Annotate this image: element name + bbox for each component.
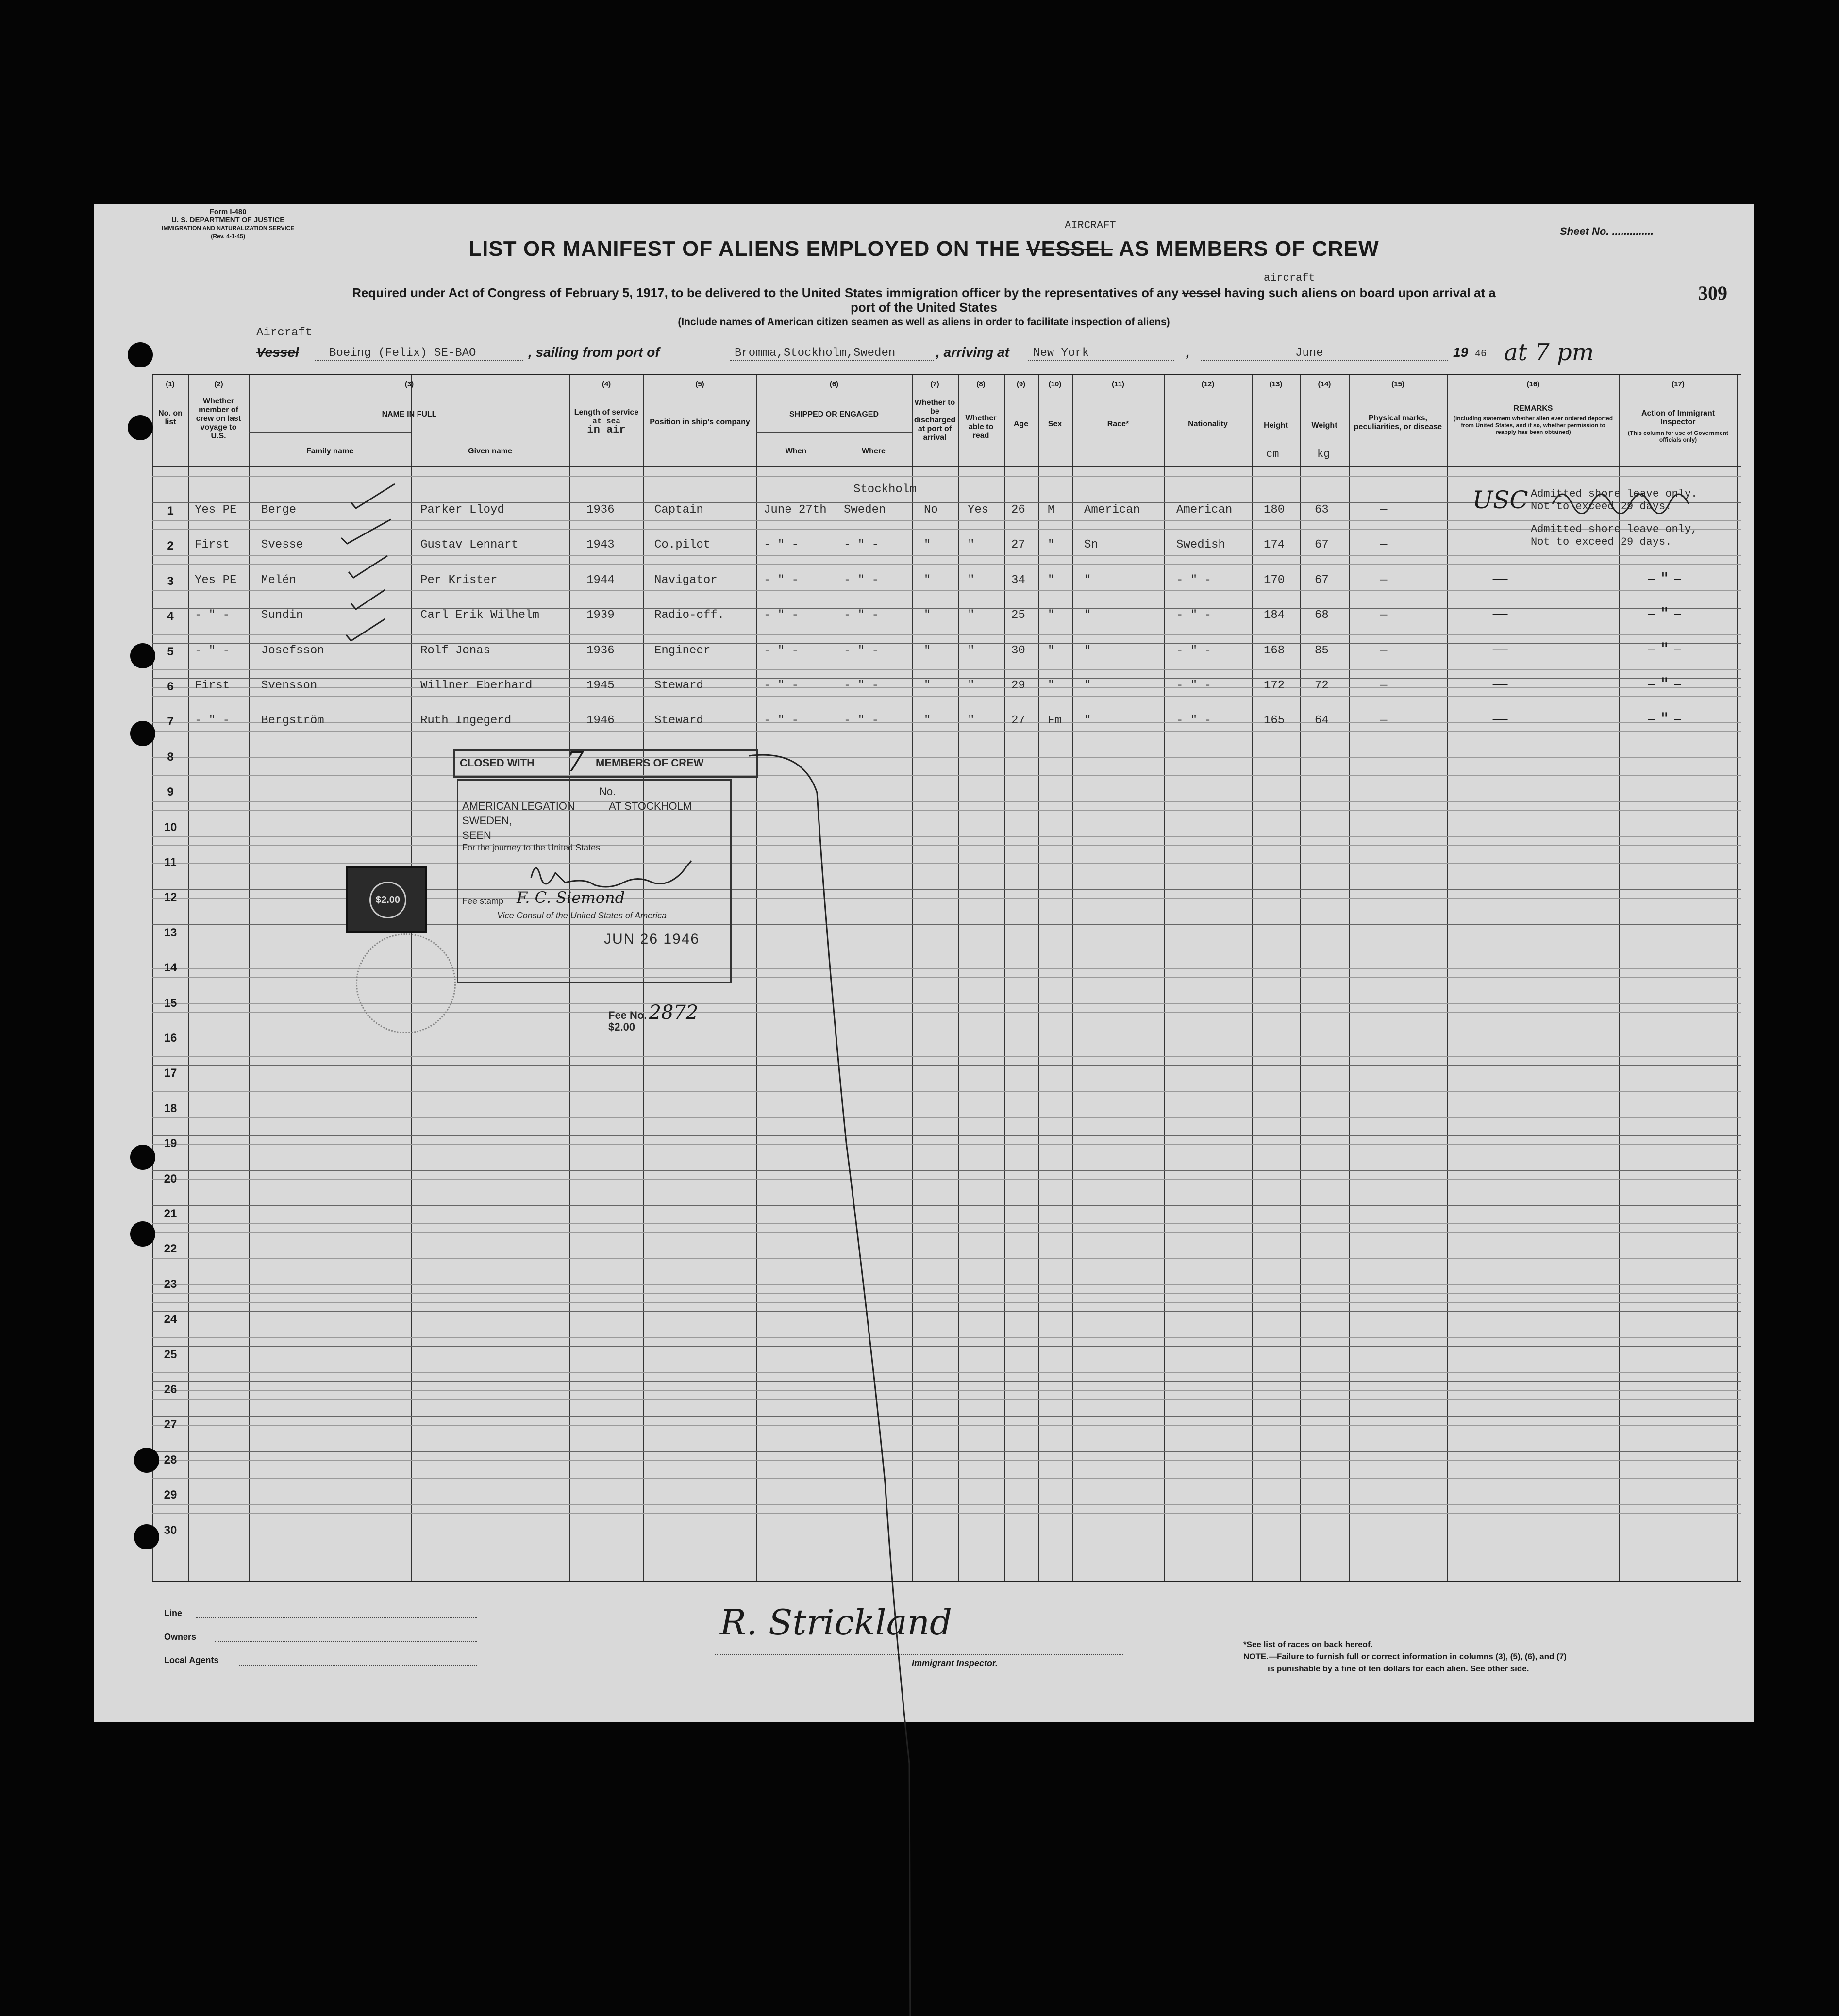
ruled-line	[152, 731, 1741, 732]
remarks-note: (Including statement whether alien ever ordered deported from United States, and if so, whether permission to reapply has been obtained)	[1453, 415, 1613, 435]
height-unit: cm	[1266, 448, 1279, 460]
row-number: 25	[164, 1348, 177, 1361]
crew-position: Steward	[654, 714, 703, 728]
row-number: 23	[164, 1277, 177, 1291]
sheet-stamp-number: 309	[1698, 282, 1727, 304]
ruled-line	[152, 669, 1741, 670]
crew-age: 26	[1011, 503, 1025, 516]
crew-action-ditto: – " –	[1647, 709, 1682, 729]
crew-shipped-when: - " -	[764, 644, 799, 657]
col-num-7: (7)	[930, 380, 939, 388]
crew-nationality: Swedish	[1176, 538, 1225, 552]
manifest-paper	[94, 204, 1754, 1722]
col-num-16: (16)	[1526, 380, 1540, 388]
col-header-when: When	[785, 447, 807, 455]
crew-member-status: Yes PE	[195, 503, 237, 516]
crew-sex: "	[1048, 679, 1055, 692]
crew-sex: "	[1048, 538, 1055, 552]
crew-nationality: - " -	[1176, 679, 1212, 692]
crew-action-ditto: – " –	[1647, 639, 1682, 659]
crew-shipped-when: - " -	[764, 573, 799, 587]
crew-sex: "	[1048, 644, 1055, 657]
binder-hole	[128, 342, 153, 367]
crew-given-name: Carl Erik Wilhelm	[420, 609, 539, 622]
crew-weight: 67	[1315, 538, 1329, 552]
crew-age: 25	[1011, 609, 1025, 622]
crew-length-service: 1939	[586, 609, 615, 622]
crew-shipped-when: - " -	[764, 714, 799, 728]
closed-stamp: CLOSED WITH 7 MEMBERS OF CREW	[453, 749, 758, 778]
crew-physical-marks: —	[1380, 644, 1388, 657]
row-number: 24	[164, 1313, 177, 1326]
crew-member-status: - " -	[195, 644, 230, 657]
crew-position: Radio-off.	[654, 609, 725, 622]
crew-position: Steward	[654, 679, 703, 692]
crew-action-ditto: – " –	[1647, 604, 1682, 624]
checkmarks	[152, 375, 492, 647]
col-num-6: (6)	[829, 380, 839, 388]
crew-able-to-read: "	[968, 573, 975, 587]
action-note: (This column for use of Government officials only)	[1628, 430, 1728, 443]
crew-remarks-dash: —	[1492, 674, 1508, 694]
row-number: 29	[164, 1488, 177, 1502]
row-number: 14	[164, 961, 177, 975]
crew-height: 180	[1264, 503, 1285, 516]
crew-remarks-dash: —	[1492, 709, 1508, 729]
col-header-family-name: Family name	[306, 447, 353, 455]
binder-hole	[134, 1448, 159, 1473]
crew-member-status: First	[195, 679, 230, 692]
crew-length-service: 1945	[586, 679, 615, 692]
crew-family-name: Svensson	[261, 679, 318, 692]
vessel-value: Boeing (Felix) SE-BAO	[329, 347, 476, 360]
page-title	[94, 237, 1754, 261]
remarks-row1: Admitted shore leave only. Not to exceed 29 days.	[1531, 488, 1698, 513]
col-header-remarks: REMARKS	[1513, 404, 1553, 413]
sailing-value: Bromma,Stockholm,Sweden	[735, 347, 896, 360]
row-number: 3	[167, 574, 174, 588]
crew-nationality: - " -	[1176, 609, 1212, 622]
crew-member-status: - " -	[195, 714, 230, 728]
row-number: 4	[167, 610, 174, 623]
crew-age: 30	[1011, 644, 1025, 657]
form-identification	[162, 208, 294, 241]
crew-family-name: Svesse	[261, 538, 303, 552]
crew-given-name: Parker Lloyd	[420, 503, 504, 516]
title-part1: LIST OR MANIFEST OF ALIENS EMPLOYED ON THE	[468, 237, 1020, 261]
crew-height: 174	[1264, 538, 1285, 552]
title-aircraft-correction: AIRCRAFT	[1065, 219, 1116, 232]
crew-family-name: Melén	[261, 573, 297, 587]
crew-weight: 68	[1315, 609, 1329, 622]
crew-table	[152, 374, 1741, 1582]
line-label: Line	[164, 1608, 183, 1618]
row-number: 1	[167, 504, 174, 517]
form-number: Form I-480	[209, 208, 247, 216]
col-num-9: (9)	[1016, 380, 1026, 388]
crew-discharged: No	[924, 503, 938, 516]
col-num-15: (15)	[1391, 380, 1404, 388]
footnote-races: *See list of races on back hereof.	[1243, 1640, 1373, 1649]
crew-length-service: 1936	[586, 503, 615, 516]
crew-discharged: "	[924, 573, 931, 587]
pen-line	[749, 754, 1040, 2016]
crew-position: Co.pilot	[654, 538, 711, 552]
remarks-row2: Admitted shore leave only, Not to exceed 29 days.	[1531, 523, 1698, 548]
seal-impression	[356, 933, 456, 1033]
crew-shipped-where: - " -	[844, 573, 879, 587]
crew-shipped-where-city: Stockholm	[853, 483, 917, 496]
crew-race: "	[1084, 714, 1091, 728]
service-name: IMMIGRATION AND NATURALIZATION SERVICE	[162, 225, 295, 232]
crew-physical-marks: —	[1380, 609, 1388, 622]
col-num-12: (12)	[1201, 380, 1215, 388]
crew-able-to-read: "	[968, 538, 975, 552]
row-number: 28	[164, 1453, 177, 1466]
crew-shipped-when: - " -	[764, 538, 799, 552]
crew-weight: 64	[1315, 714, 1329, 728]
crew-action-ditto: – " –	[1647, 568, 1682, 588]
col-header-discharged: Whether to be discharged at port of arrival	[914, 399, 956, 442]
crew-discharged: "	[924, 609, 931, 622]
crew-shipped-when: - " -	[764, 679, 799, 692]
revenue-stamp-circle: $2.00	[369, 882, 406, 918]
crew-race: Sn	[1084, 538, 1098, 552]
crew-given-name: Rolf Jonas	[420, 644, 491, 657]
row-number: 18	[164, 1101, 177, 1115]
crew-physical-marks: —	[1380, 714, 1388, 728]
crew-discharged: "	[924, 538, 931, 552]
col-num-3: (3)	[404, 380, 414, 388]
crew-given-name: Per Krister	[420, 573, 498, 587]
crew-family-name: Sundin	[261, 609, 303, 622]
crew-nationality: - " -	[1176, 714, 1212, 728]
col-header-where: Where	[862, 447, 886, 455]
crew-race: "	[1084, 609, 1091, 622]
inspector-label: Immigrant Inspector.	[912, 1658, 998, 1668]
row-number: 13	[164, 926, 177, 939]
crew-physical-marks: —	[1380, 538, 1388, 552]
crew-physical-marks: —	[1380, 503, 1388, 516]
row-number: 15	[164, 996, 177, 1010]
crew-age: 29	[1011, 679, 1025, 692]
crew-height: 184	[1264, 609, 1285, 622]
crew-given-name: Ruth Ingegerd	[420, 714, 512, 728]
row-number: 12	[164, 891, 177, 904]
crew-family-name: Bergström	[261, 714, 324, 728]
crew-weight: 67	[1315, 573, 1329, 587]
col-num-17: (17)	[1672, 380, 1685, 388]
ruled-line	[152, 696, 1741, 697]
crew-able-to-read: "	[968, 644, 975, 657]
row-number: 22	[164, 1242, 177, 1256]
year-prefix: 19	[1453, 345, 1469, 360]
col-header-given-name: Given name	[468, 447, 512, 455]
crew-length-service: 1943	[586, 538, 615, 552]
crew-member-status: - " -	[195, 609, 230, 622]
crew-race: American	[1084, 503, 1140, 516]
crew-discharged: "	[924, 714, 931, 728]
owners-label: Owners	[164, 1632, 197, 1642]
crew-able-to-read: "	[968, 609, 975, 622]
voyage-line: Vessel Boeing (Felix) SE-BAO , sailing from port of Bromma,Stockholm,Sweden , arriving at New York , June 19 46 at 7 pm	[256, 339, 1594, 366]
col-header-read: Whether able to read	[965, 414, 997, 440]
crew-discharged: "	[924, 644, 931, 657]
col-header-weight: Weight	[1311, 421, 1337, 430]
arriving-value: New York	[1033, 347, 1089, 360]
row-number: 16	[164, 1032, 177, 1045]
aircraft-over-vessel: Aircraft	[256, 326, 313, 339]
row-number: 21	[164, 1207, 177, 1220]
binder-hole	[128, 415, 153, 440]
col-header-race: Race*	[1107, 420, 1129, 428]
col-header-member: Whether member of crew on last voyage to U.S.	[196, 397, 241, 440]
crew-physical-marks: —	[1380, 573, 1388, 587]
inspector-signature: R. Strickland	[720, 1602, 953, 1643]
title-part2: AS MEMBERS OF CREW	[1119, 237, 1379, 261]
crew-height: 168	[1264, 644, 1285, 657]
legation-stamp: AMERICAN LEGATION No. AT STOCKHOLM SWEDEN, SEEN For the journey to the United States. Fee stamp F. C. Siemond Vice Consul of the United States of America JUN 26 1946	[457, 779, 732, 983]
col-header-shipped: SHIPPED OR ENGAGED	[789, 410, 879, 418]
row-number: 17	[164, 1066, 177, 1080]
row-number: 19	[164, 1137, 177, 1150]
binder-hole	[130, 1145, 155, 1170]
arrival-time-note: at 7 pm	[1504, 339, 1594, 366]
crew-shipped-when: - " -	[764, 609, 799, 622]
row-number: 5	[167, 645, 174, 658]
revenue-stamp	[346, 866, 427, 933]
title-struck-vessel: VESSEL	[1026, 237, 1113, 261]
crew-family-name: Berge	[261, 503, 297, 516]
subtitle-aircraft-correction: aircraft	[1264, 272, 1315, 284]
col-num-5: (5)	[695, 380, 704, 388]
crew-family-name: Josefsson	[261, 644, 324, 657]
col-num-11: (11)	[1112, 380, 1124, 388]
col-header-name: NAME IN FULL	[382, 410, 437, 418]
crew-position: Engineer	[654, 644, 711, 657]
col-num-8: (8)	[976, 380, 986, 388]
crew-age: 27	[1011, 714, 1025, 728]
row-number: 2	[167, 539, 174, 553]
vessel-label: Vessel	[256, 345, 299, 360]
crew-remarks-dash: —	[1492, 639, 1508, 659]
crew-length-service: 1936	[586, 644, 615, 657]
crew-weight: 85	[1315, 644, 1329, 657]
crew-length-service: 1944	[586, 573, 615, 587]
crew-shipped-where: - " -	[844, 644, 879, 657]
binder-hole	[134, 1524, 159, 1549]
col-header-nationality: Nationality	[1188, 420, 1228, 428]
crew-member-status: First	[195, 538, 230, 552]
action-row1-initials: USC	[1472, 486, 1528, 514]
row-number: 20	[164, 1172, 177, 1185]
crew-given-name: Gustav Lennart	[420, 538, 518, 552]
crew-height: 170	[1264, 573, 1285, 587]
year-value: 46	[1475, 349, 1487, 360]
binder-hole	[130, 643, 155, 668]
crew-weight: 63	[1315, 503, 1329, 516]
row-number: 30	[164, 1523, 177, 1537]
row-number: 8	[167, 750, 174, 764]
footnote-fine-2: is punishable by a fine of ten dollars for each alien. See other side.	[1268, 1664, 1529, 1673]
col-num-10: (10)	[1048, 380, 1062, 388]
action-row1-scribble	[1550, 484, 1710, 514]
row-number: 9	[167, 785, 174, 799]
col-header-length: Length of service at sea in air	[574, 408, 639, 436]
col-header-physical: Physical marks, peculiarities, or disease	[1354, 414, 1442, 431]
arriving-label: , arriving at	[936, 345, 1009, 360]
binder-hole	[130, 721, 155, 746]
col-num-13: (13)	[1269, 380, 1283, 388]
col-num-2: (2)	[214, 380, 223, 388]
crew-remarks-dash: —	[1492, 604, 1508, 624]
crew-discharged: "	[924, 679, 931, 692]
crew-shipped-where: - " -	[844, 679, 879, 692]
crew-action-ditto: – " –	[1647, 674, 1682, 694]
crew-able-to-read: "	[968, 714, 975, 728]
consul-signature	[526, 853, 720, 892]
subtitle-note: (Include names of American citizen seamen as well as aliens in order to facilitate inspection of aliens)	[678, 317, 1170, 328]
sheet-number: Sheet No. ..............	[1560, 225, 1654, 237]
crew-position: Navigator	[654, 573, 718, 587]
subtitle-struck-vessel: vessel	[1182, 285, 1221, 300]
weight-unit: kg	[1317, 448, 1330, 460]
col-header-height: Height	[1264, 421, 1288, 430]
crew-nationality: - " -	[1176, 573, 1212, 587]
crew-nationality: American	[1176, 503, 1233, 516]
crew-age: 34	[1011, 573, 1025, 587]
col-header-sex: Sex	[1048, 420, 1062, 428]
crew-remarks-dash: —	[1492, 568, 1508, 588]
crew-race: "	[1084, 679, 1091, 692]
crew-shipped-when: June 27th	[764, 503, 827, 516]
fee-stamp: Fee No. 2872 $2.00	[608, 1001, 699, 1033]
sailing-label: , sailing from port of	[528, 345, 660, 360]
crew-age: 27	[1011, 538, 1025, 552]
crew-nationality: - " -	[1176, 644, 1212, 657]
form-revision: (Rev. 4-1-45)	[211, 233, 245, 240]
crew-shipped-where: - " -	[844, 609, 879, 622]
department-name: U. S. DEPARTMENT OF JUSTICE	[171, 216, 285, 224]
col-header-no: No. on list	[158, 409, 183, 426]
agents-label: Local Agents	[164, 1655, 219, 1665]
crew-sex: Fm	[1048, 714, 1062, 728]
col-header-position: Position in ship's company	[650, 418, 750, 426]
crew-given-name: Willner Eberhard	[420, 679, 533, 692]
col-num-1: (1)	[166, 380, 175, 388]
row-number: 10	[164, 820, 177, 834]
crew-physical-marks: —	[1380, 679, 1388, 692]
crew-weight: 72	[1315, 679, 1329, 692]
subtitle-line2: port of the United States	[851, 300, 997, 315]
crew-race: "	[1084, 644, 1091, 657]
footnote-fine-1: NOTE.—Failure to furnish full or correct information in columns (3), (5), (6), and (7)	[1243, 1652, 1567, 1661]
crew-able-to-read: Yes	[968, 503, 989, 516]
crew-able-to-read: "	[968, 679, 975, 692]
date-value: June	[1295, 347, 1323, 360]
col-num-4: (4)	[602, 380, 611, 388]
row-number: 6	[167, 680, 174, 693]
crew-position: Captain	[654, 503, 703, 516]
crew-member-status: Yes PE	[195, 573, 237, 587]
row-number: 26	[164, 1383, 177, 1396]
crew-shipped-where: Sweden	[844, 503, 886, 516]
col-num-14: (14)	[1318, 380, 1331, 388]
subtitle-line1: Required under Act of Congress of February 5, 1917, to be delivered to the United States immigration officer by the representatives of any vessel having such aliens on board upon arrival at a	[352, 285, 1496, 300]
col-header-action: Action of Immigrant Inspector	[1641, 409, 1715, 426]
crew-sex: M	[1048, 503, 1055, 516]
crew-shipped-where: - " -	[844, 714, 879, 728]
row-number: 27	[164, 1418, 177, 1432]
crew-race: "	[1084, 573, 1091, 587]
crew-height: 172	[1264, 679, 1285, 692]
crew-shipped-where: - " -	[844, 538, 879, 552]
binder-hole	[130, 1221, 155, 1247]
col-header-age: Age	[1013, 420, 1029, 428]
row-number: 7	[167, 715, 174, 729]
crew-length-service: 1946	[586, 714, 615, 728]
crew-sex: "	[1048, 573, 1055, 587]
row-number: 11	[164, 856, 177, 869]
crew-height: 165	[1264, 714, 1285, 728]
crew-sex: "	[1048, 609, 1055, 622]
